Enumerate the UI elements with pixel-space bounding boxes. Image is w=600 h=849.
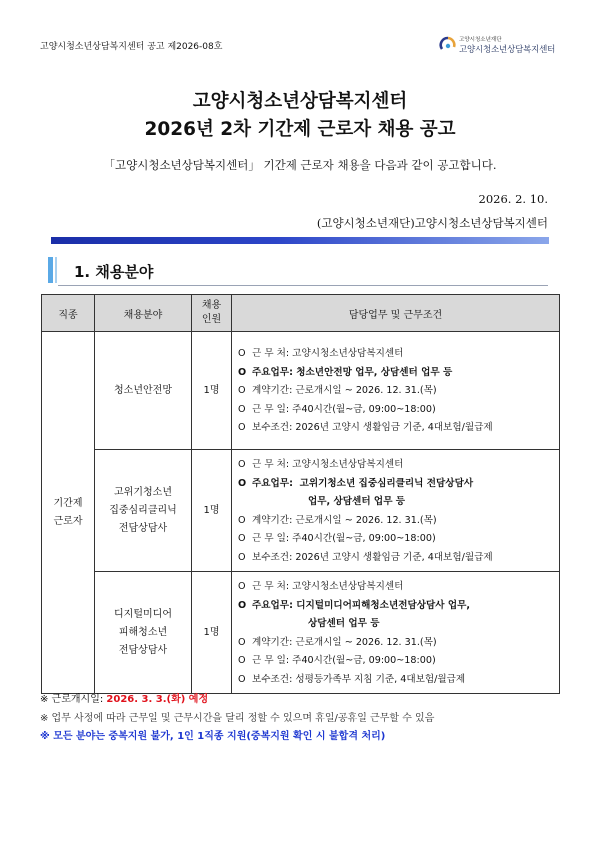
note-work-schedule: ※ 업무 사정에 따라 근무일 및 근무시간을 달리 정할 수 있으며 휴일/공휴일 근무할 수 있음 <box>40 712 435 724</box>
table-row <box>42 332 560 450</box>
table-row <box>42 572 560 694</box>
header-divider-bar <box>51 237 549 244</box>
duty-main: O 주요업무: 디지털미디어피해청소년전담상담사 업무, 상담센터 업무 등 <box>238 599 471 629</box>
duty-main: O 주요업무: 청소년안전망 업무, 상담센터 업무 등 <box>238 366 453 378</box>
duty-pay: O 보수조건: 2026년 고양시 생활임금 기준, 4대보험/월급제 <box>238 422 493 434</box>
header-count-line1: 채용 <box>201 300 222 311</box>
page-title-line2: 2026년 2차 기간제 근로자 채용 공고 <box>144 119 456 140</box>
section-title: 1. 채용분야 <box>74 263 154 281</box>
field-cell <box>95 572 192 694</box>
duty-pay: O 보수조건: 성평등가족부 지침 기준, 4대보험/월급제 <box>238 673 466 685</box>
field-name-line: 전담상담사 <box>118 522 168 534</box>
job-type-line1: 기간제 <box>53 497 83 509</box>
job-type-line2: 근로자 <box>53 515 83 527</box>
foundation-logo-icon <box>439 36 457 54</box>
duties-cell <box>232 572 560 694</box>
field-name-line: 전담상담사 <box>118 644 168 656</box>
section-marker <box>48 257 53 283</box>
section-marker-accent <box>55 257 57 283</box>
count-cell: 1명 <box>192 332 232 450</box>
announcement-date: 2026. 2. 10. <box>478 192 548 206</box>
field-name-line: 피해청소년 <box>118 626 168 638</box>
header-field: 채용분야 <box>95 295 192 332</box>
table-row <box>42 450 560 572</box>
duty-days: O 근 무 일: 주40시간(월~금, 09:00~18:00) <box>238 403 436 415</box>
field-cell <box>95 450 192 572</box>
header-count-line2: 인원 <box>201 314 222 325</box>
duty-place: O 근 무 처: 고양시청소년상담복지센터 <box>238 459 404 470</box>
logo-org-name: 고양시청소년재단 <box>459 37 502 43</box>
field-name-line: 청소년안전망 <box>114 384 172 396</box>
section-underline <box>58 285 548 286</box>
duty-place: O 근 무 처: 고양시청소년상담복지센터 <box>238 581 404 592</box>
count-cell: 1명 <box>192 572 232 694</box>
logo-center-name: 고양시청소년상담복지센터 <box>459 45 556 55</box>
doc-number: 고양시청소년상담복지센터 공고 제2026-08호 <box>40 42 223 52</box>
duty-place: O 근 무 처: 고양시청소년상담복지센터 <box>238 348 404 360</box>
duty-days: O 근 무 일: 주40시간(월~금, 09:00~18:00) <box>238 655 436 666</box>
duty-period: O 계약기간: 근로개시일 ~ 2026. 12. 31.(목) <box>238 385 437 397</box>
field-name-line: 디지털미디어 <box>114 608 172 620</box>
count-cell: 1명 <box>192 450 232 572</box>
job-type-cell <box>42 332 95 694</box>
duties-cell <box>232 332 560 450</box>
header-job-type: 직종 <box>42 295 95 332</box>
duty-period: O 계약기간: 근로개시일 ~ 2026. 12. 31.(목) <box>238 636 437 648</box>
page-title-line1: 고양시청소년상담복지센터 <box>192 91 408 112</box>
intro-text: 「고양시청소년상담복지센터」 기간제 근로자 채용을 다음과 같이 공고합니다. <box>103 158 497 172</box>
note-start-date: ※ 근로개시일: 2026. 3. 3.(화) 예정 <box>40 694 209 705</box>
field-name-line: 집중심리클리닉 <box>109 504 177 516</box>
duties-cell <box>232 450 560 572</box>
header-count <box>192 295 232 332</box>
issuer-name: (고양시청소년재단)고양시청소년상담복지센터 <box>316 216 548 230</box>
table-header-row <box>42 295 560 332</box>
notes <box>40 691 434 747</box>
duty-main: O 주요업무: 고위기청소년 집중심리클리닉 전담상담사 업무, 상담센터 업무 등 <box>238 477 474 507</box>
duty-pay: O 보수조건: 2026년 고양시 생활임금 기준, 4대보험/월급제 <box>238 551 493 563</box>
note-duplicate-application: ※ 모든 분야는 중복지원 불가, 1인 1직종 지원(중복지원 확인 시 불합격 처리) <box>40 731 386 742</box>
header-duties: 담당업무 및 근무조건 <box>232 295 560 332</box>
field-name-line: 고위기청소년 <box>114 486 172 498</box>
duty-days: O 근 무 일: 주40시간(월~금, 09:00~18:00) <box>238 533 436 544</box>
foundation-logo <box>439 34 569 58</box>
recruitment-table <box>41 294 560 694</box>
field-cell <box>95 332 192 450</box>
duty-period: O 계약기간: 근로개시일 ~ 2026. 12. 31.(목) <box>238 514 437 526</box>
